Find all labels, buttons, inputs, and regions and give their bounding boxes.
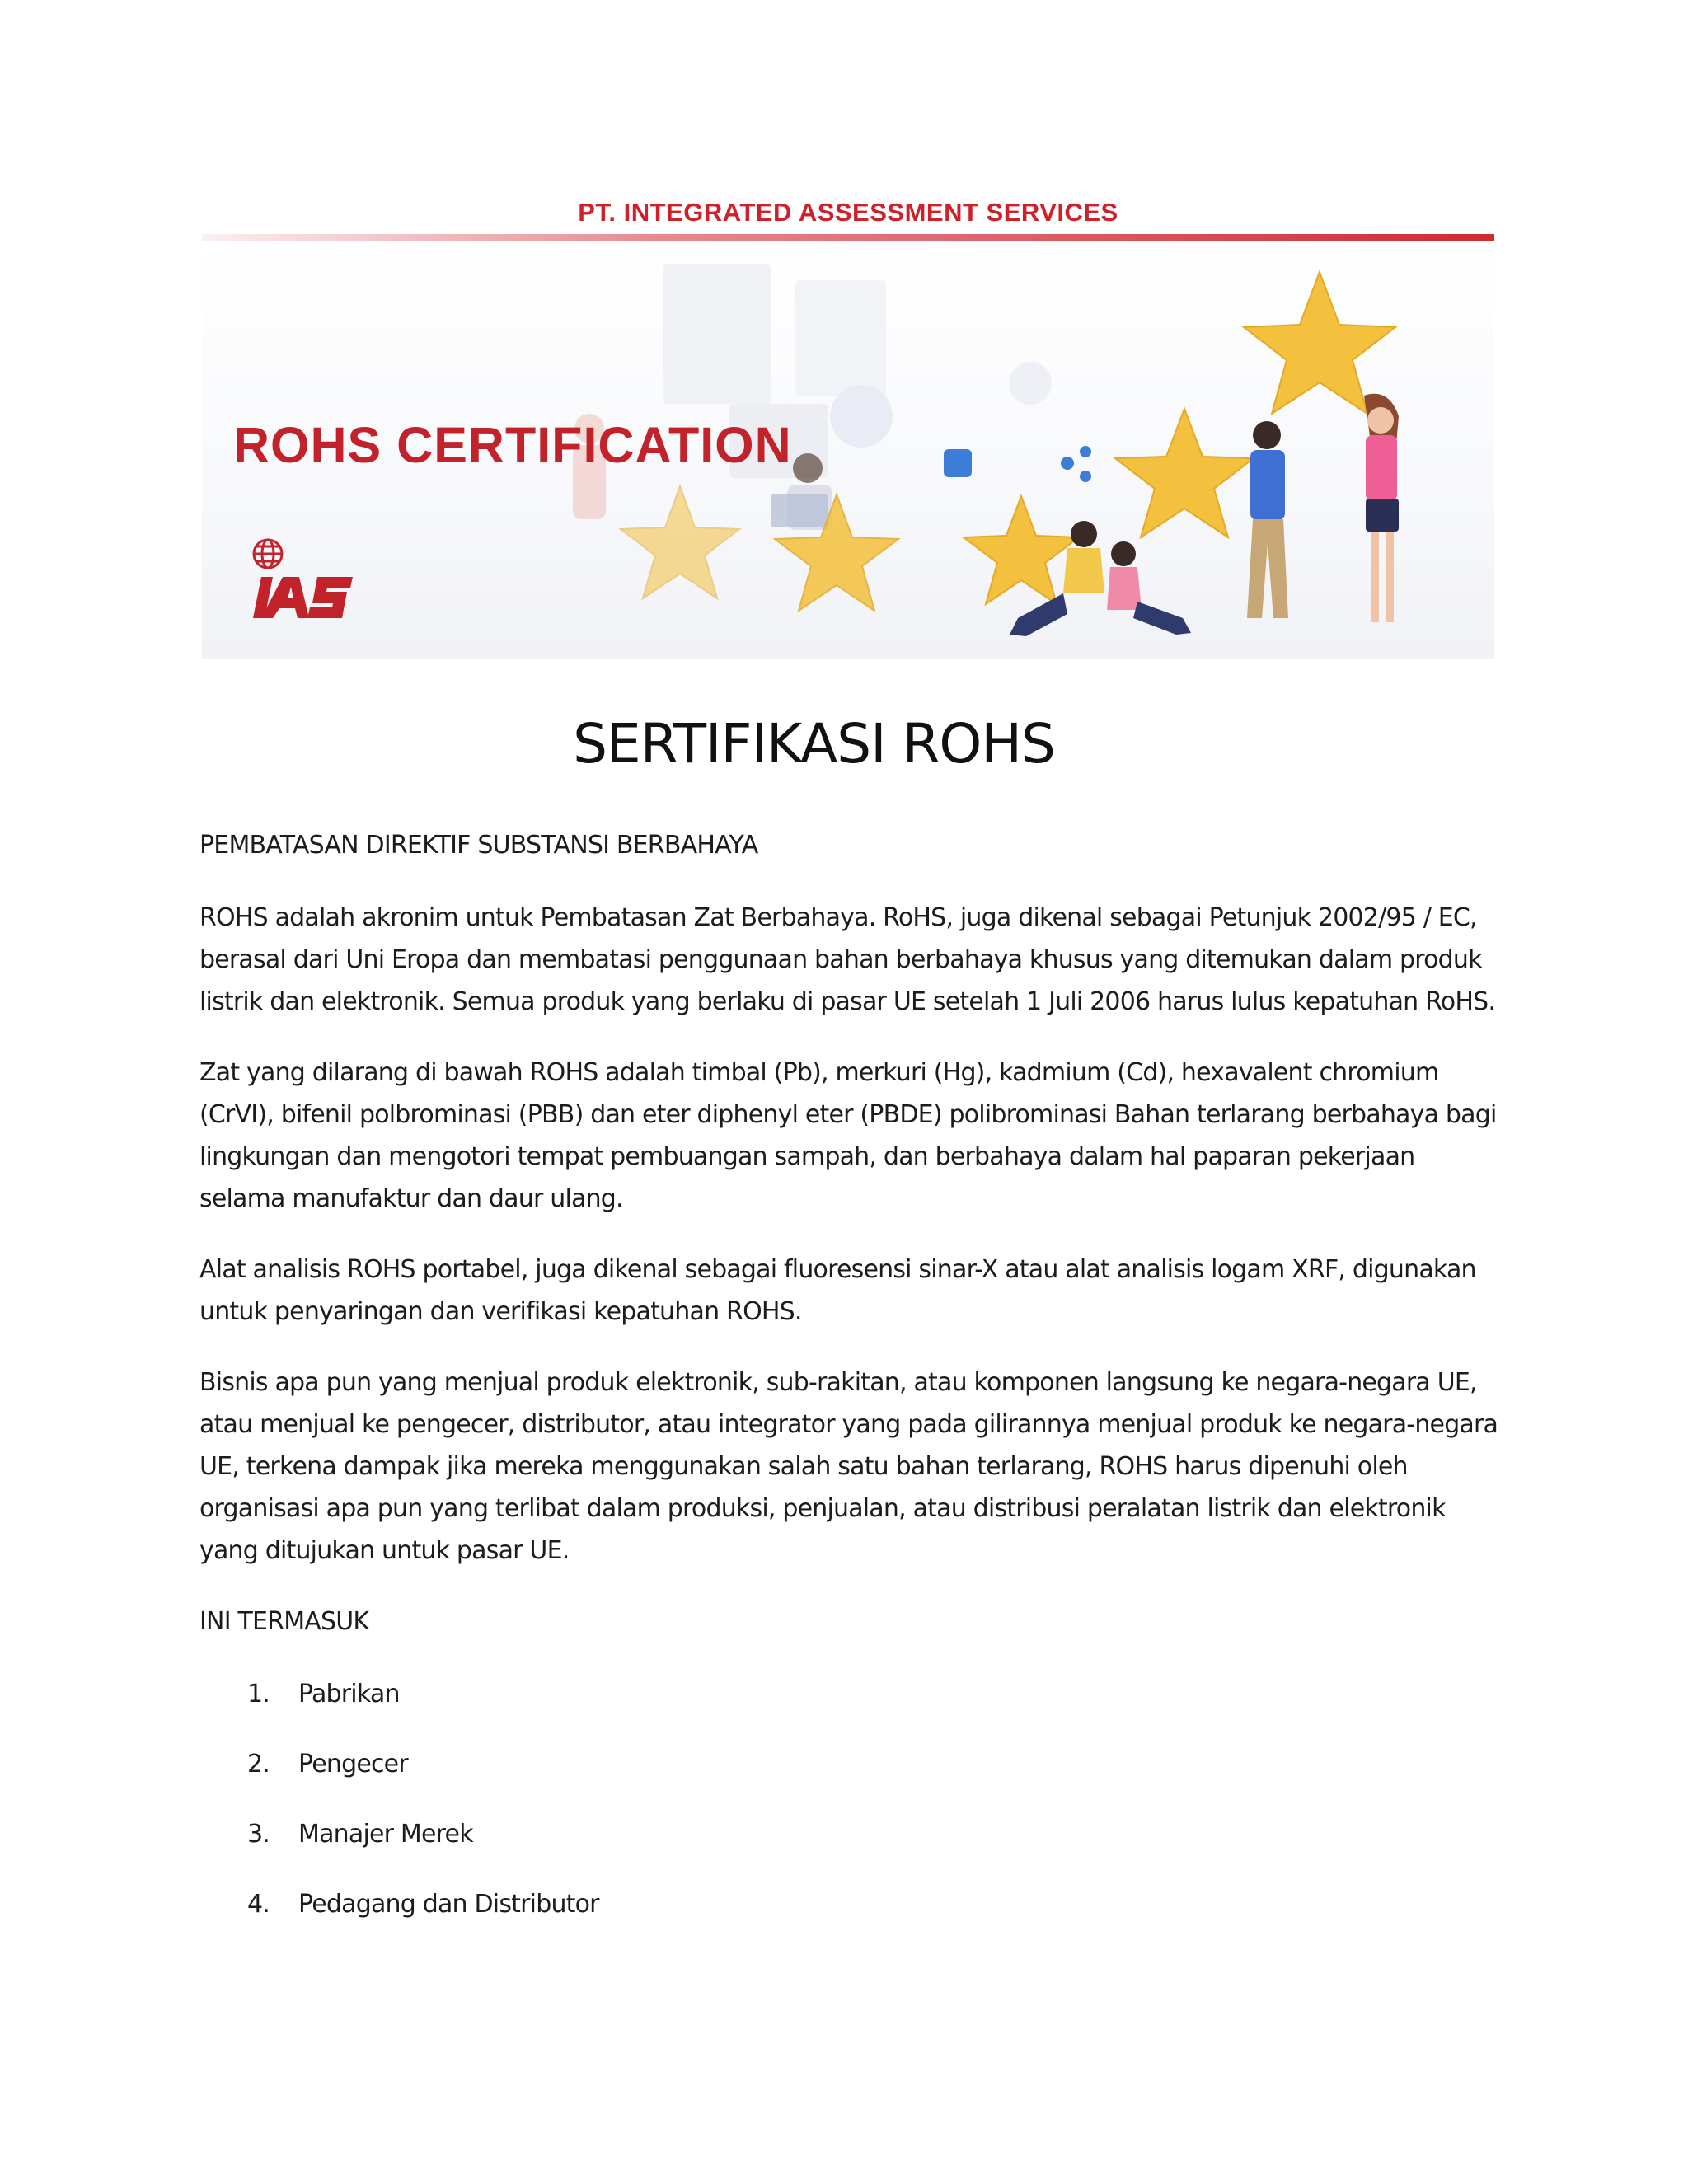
list-number: 2. [247, 1750, 270, 1779]
paragraph-2: Zat yang dilarang di bawah ROHS adalah timbal (Pb), merkuri (Hg), kadmium (Cd), hexavalent chromium (CrVI), bifenil polbrominasi (PBB) dan eter diphenyl eter (PBDE) polibrominasi Bahan terlarang berbahaya bagi lingkungan dan mengotori tempat pembuangan sampah, dan berbahaya dalam hal paparan pekerjaan selama manufaktur dan daur ulang. [199, 1058, 1497, 1213]
list-number: 4. [247, 1890, 270, 1919]
list-item [199, 1743, 1502, 1785]
list-item [199, 1673, 1502, 1715]
list-item-text: Manajer Merek [298, 1820, 473, 1849]
list-item [199, 1883, 1502, 1925]
banner-image [202, 247, 1494, 659]
header-divider [202, 234, 1494, 241]
ias-logo-icon [250, 536, 361, 626]
list-item-text: Pabrikan [298, 1680, 400, 1708]
list-number: 3. [247, 1820, 270, 1849]
paragraph-3: Alat analisis ROHS portabel, juga dikenal sebagai fluoresensi sinar-X atau alat analisis logam XRF, digunakan untuk penyaringan dan verifikasi kepatuhan ROHS. [199, 1255, 1476, 1326]
list-item-text: Pengecer [298, 1750, 408, 1779]
included-list [199, 1673, 1502, 1925]
company-header: PT. INTEGRATED ASSESSMENT SERVICES [578, 198, 1118, 227]
list-item-text: Pedagang dan Distributor [298, 1890, 599, 1919]
section-subheading: PEMBATASAN DIREKTIF SUBSTANSI BERBAHAYA [199, 831, 758, 860]
list-heading: INI TERMASUK [199, 1607, 369, 1636]
paragraph-4: Bisnis apa pun yang menjual produk elektronik, sub-rakitan, atau komponen langsung ke negara-negara UE, atau menjual ke pengecer, distributor, atau integrator yang pada gilirannya menjual produk ke negara-negara UE, terkena dampak jika mereka menggunakan salah satu bahan terlarang, ROHS harus dipenuhi oleh organisasi apa pun yang terlibat dalam produksi, penjualan, atau distribusi peralatan listrik dan elektronik yang ditujukan untuk pasar UE. [199, 1368, 1498, 1565]
document-title: SERTIFIKASI ROHS [573, 712, 1055, 776]
paragraph-1: ROHS adalah akronim untuk Pembatasan Zat Berbahaya. RoHS, juga dikenal sebagai Petunjuk 2002/95 / EC, berasal dari Uni Eropa dan membatasi penggunaan bahan berbahaya khusus yang ditemukan dalam produk listrik dan elektronik. Semua produk yang berlaku di pasar UE setelah 1 Juli 2006 harus lulus kepatuhan RoHS. [199, 903, 1496, 1016]
document-body [199, 824, 1502, 1953]
banner-title: ROHS CERTIFICATION [233, 417, 792, 473]
list-item [199, 1813, 1502, 1855]
list-number: 1. [247, 1680, 270, 1708]
